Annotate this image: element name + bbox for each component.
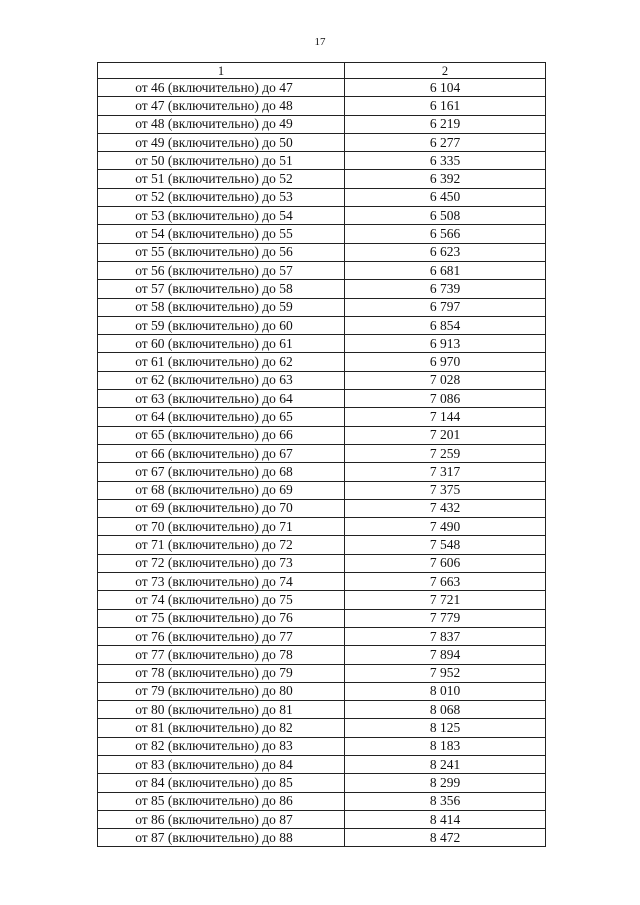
value-cell: 7 201 <box>345 426 546 444</box>
table-row <box>98 664 546 682</box>
value-cell: 7 606 <box>345 554 546 572</box>
table-row <box>98 591 546 609</box>
value-cell: 7 837 <box>345 627 546 645</box>
range-cell: от 75 (включительно) до 76 <box>98 609 345 627</box>
range-cell: от 65 (включительно) до 66 <box>98 426 345 444</box>
table-row <box>98 737 546 755</box>
table-row <box>98 573 546 591</box>
value-cell: 8 472 <box>345 829 546 847</box>
table-row <box>98 554 546 572</box>
table-row <box>98 609 546 627</box>
range-cell: от 82 (включительно) до 83 <box>98 737 345 755</box>
range-cell: от 70 (включительно) до 71 <box>98 518 345 536</box>
table-row <box>98 646 546 664</box>
table-row <box>98 390 546 408</box>
value-cell: 8 356 <box>345 792 546 810</box>
range-cell: от 57 (включительно) до 58 <box>98 280 345 298</box>
table-row <box>98 152 546 170</box>
table-row <box>98 829 546 847</box>
value-cell: 7 663 <box>345 573 546 591</box>
value-cell: 8 125 <box>345 719 546 737</box>
range-cell: от 60 (включительно) до 61 <box>98 335 345 353</box>
range-cell: от 66 (включительно) до 67 <box>98 444 345 462</box>
range-cell: от 63 (включительно) до 64 <box>98 390 345 408</box>
table-row <box>98 225 546 243</box>
range-cell: от 62 (включительно) до 63 <box>98 371 345 389</box>
range-cell: от 73 (включительно) до 74 <box>98 573 345 591</box>
column-header-2: 2 <box>345 63 546 79</box>
range-cell: от 58 (включительно) до 59 <box>98 298 345 316</box>
range-cell: от 52 (включительно) до 53 <box>98 188 345 206</box>
range-cell: от 72 (включительно) до 73 <box>98 554 345 572</box>
value-cell: 7 086 <box>345 390 546 408</box>
value-cell: 7 779 <box>345 609 546 627</box>
value-cell: 6 392 <box>345 170 546 188</box>
value-cell: 6 566 <box>345 225 546 243</box>
table-row <box>98 444 546 462</box>
table-row <box>98 371 546 389</box>
value-cell: 6 681 <box>345 261 546 279</box>
table-row <box>98 353 546 371</box>
value-cell: 6 450 <box>345 188 546 206</box>
value-cell: 7 548 <box>345 536 546 554</box>
value-cell: 7 432 <box>345 499 546 517</box>
value-cell: 6 913 <box>345 335 546 353</box>
range-cell: от 83 (включительно) до 84 <box>98 755 345 773</box>
table-row <box>98 792 546 810</box>
table-row <box>98 133 546 151</box>
table-row <box>98 426 546 444</box>
table-row <box>98 298 546 316</box>
range-cell: от 69 (включительно) до 70 <box>98 499 345 517</box>
value-cell: 6 219 <box>345 115 546 133</box>
value-cell: 7 894 <box>345 646 546 664</box>
table-row <box>98 774 546 792</box>
table-row <box>98 97 546 115</box>
range-cell: от 55 (включительно) до 56 <box>98 243 345 261</box>
range-cell: от 64 (включительно) до 65 <box>98 408 345 426</box>
table-row <box>98 261 546 279</box>
range-cell: от 53 (включительно) до 54 <box>98 207 345 225</box>
value-cell: 8 414 <box>345 810 546 828</box>
table-row <box>98 518 546 536</box>
value-cell: 7 490 <box>345 518 546 536</box>
range-cell: от 46 (включительно) до 47 <box>98 79 345 97</box>
table-row <box>98 335 546 353</box>
value-cell: 7 028 <box>345 371 546 389</box>
table-row <box>98 115 546 133</box>
value-cell: 7 144 <box>345 408 546 426</box>
table-row <box>98 408 546 426</box>
table-row <box>98 682 546 700</box>
value-cell: 6 104 <box>345 79 546 97</box>
range-cell: от 86 (включительно) до 87 <box>98 810 345 828</box>
value-cell: 6 508 <box>345 207 546 225</box>
range-cell: от 59 (включительно) до 60 <box>98 316 345 334</box>
table-row <box>98 701 546 719</box>
range-cell: от 80 (включительно) до 81 <box>98 701 345 719</box>
value-cell: 7 259 <box>345 444 546 462</box>
range-cell: от 71 (включительно) до 72 <box>98 536 345 554</box>
table-row <box>98 243 546 261</box>
range-cell: от 50 (включительно) до 51 <box>98 152 345 170</box>
data-table <box>97 62 546 847</box>
table-body <box>98 79 546 847</box>
range-cell: от 56 (включительно) до 57 <box>98 261 345 279</box>
table-row <box>98 627 546 645</box>
page-number: 17 <box>314 36 326 48</box>
range-cell: от 49 (включительно) до 50 <box>98 133 345 151</box>
range-cell: от 77 (включительно) до 78 <box>98 646 345 664</box>
value-cell: 6 623 <box>345 243 546 261</box>
table-row <box>98 207 546 225</box>
table-row <box>98 188 546 206</box>
range-cell: от 67 (включительно) до 68 <box>98 463 345 481</box>
value-cell: 8 068 <box>345 701 546 719</box>
value-cell: 6 277 <box>345 133 546 151</box>
range-cell: от 47 (включительно) до 48 <box>98 97 345 115</box>
range-cell: от 87 (включительно) до 88 <box>98 829 345 847</box>
value-cell: 6 739 <box>345 280 546 298</box>
range-cell: от 54 (включительно) до 55 <box>98 225 345 243</box>
table-row <box>98 755 546 773</box>
range-cell: от 74 (включительно) до 75 <box>98 591 345 609</box>
table-row <box>98 79 546 97</box>
table-row <box>98 810 546 828</box>
value-cell: 8 010 <box>345 682 546 700</box>
range-cell: от 76 (включительно) до 77 <box>98 627 345 645</box>
table-row <box>98 719 546 737</box>
table-row <box>98 463 546 481</box>
value-cell: 6 854 <box>345 316 546 334</box>
value-cell: 6 797 <box>345 298 546 316</box>
range-cell: от 61 (включительно) до 62 <box>98 353 345 371</box>
table-row <box>98 481 546 499</box>
range-cell: от 51 (включительно) до 52 <box>98 170 345 188</box>
range-cell: от 68 (включительно) до 69 <box>98 481 345 499</box>
value-cell: 6 970 <box>345 353 546 371</box>
table-row <box>98 280 546 298</box>
value-cell: 6 161 <box>345 97 546 115</box>
table-header-row <box>98 63 546 79</box>
range-cell: от 79 (включительно) до 80 <box>98 682 345 700</box>
range-cell: от 48 (включительно) до 49 <box>98 115 345 133</box>
table-row <box>98 316 546 334</box>
value-cell: 8 241 <box>345 755 546 773</box>
value-cell: 8 183 <box>345 737 546 755</box>
range-cell: от 85 (включительно) до 86 <box>98 792 345 810</box>
range-cell: от 78 (включительно) до 79 <box>98 664 345 682</box>
value-cell: 7 375 <box>345 481 546 499</box>
table-row <box>98 170 546 188</box>
value-cell: 7 317 <box>345 463 546 481</box>
value-cell: 6 335 <box>345 152 546 170</box>
table-row <box>98 499 546 517</box>
value-cell: 8 299 <box>345 774 546 792</box>
value-cell: 7 721 <box>345 591 546 609</box>
range-cell: от 81 (включительно) до 82 <box>98 719 345 737</box>
value-cell: 7 952 <box>345 664 546 682</box>
column-header-1: 1 <box>98 63 345 79</box>
range-cell: от 84 (включительно) до 85 <box>98 774 345 792</box>
table-row <box>98 536 546 554</box>
